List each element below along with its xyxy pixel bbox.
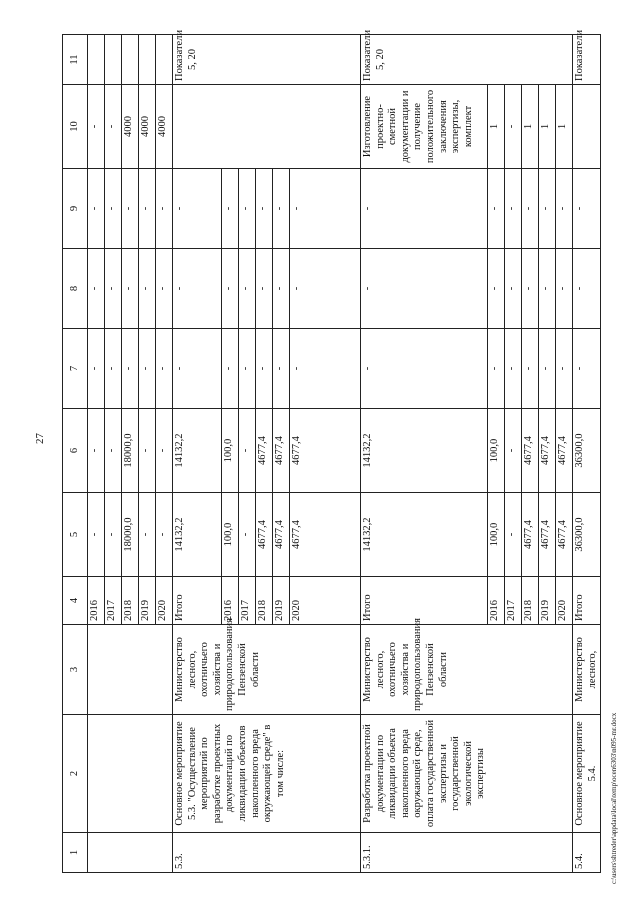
row-number: 5.3. bbox=[173, 833, 361, 873]
header-col: 5 bbox=[63, 493, 88, 577]
executor: Министерство лесного, bbox=[573, 625, 601, 715]
header-col: 9 bbox=[63, 169, 88, 249]
header-col: 11 bbox=[63, 35, 88, 85]
indicator: Показатели 5, 20 bbox=[173, 35, 361, 85]
table-row: 2016 100,0 100,0 - - - bbox=[222, 35, 239, 873]
indicator: Показатели bbox=[573, 35, 601, 85]
header-col: 4 bbox=[63, 577, 88, 625]
header-col: 10 bbox=[63, 85, 88, 169]
indicator: Показатели 5, 20 bbox=[361, 35, 573, 85]
table-row: 2019 4677,4 4677,4 - - - 1 bbox=[539, 35, 556, 873]
program-table bbox=[62, 29, 598, 873]
file-path-footer: c:\users\shtreder\appdata\local\temp\ocen6303\n095-mr.docx bbox=[610, 712, 618, 884]
row-number: 5.3.1. bbox=[361, 833, 573, 873]
result-description: Изготовление проектно-сметной документации и получение положительного заключения экспертизы, комплект bbox=[361, 85, 488, 169]
header-col: 3 bbox=[63, 625, 88, 715]
executor: Министерство лесного, охотничьего хозяйства и природопользования Пензенской области bbox=[361, 625, 573, 715]
table-row: 5.3.1. Разработка проектной документации по ликвидации объекта накопленного вреда окружающей среде, оплата государственной экспертизы и государственной экологической экспертизы Министерство лесного, охотничьего хозяйства и природопользования Пензенской области Итого 14132,2 14132,2 - - - Изготовление проектно-сметной документации и получение положительного заключения экспертизы, комплект Показатели 5, 20 bbox=[361, 35, 488, 873]
row-number: 5.4. bbox=[573, 833, 601, 873]
table-row: 2017 - - - - - - bbox=[505, 35, 522, 873]
table-row: 2020 4677,4 4677,4 - - - 1 bbox=[556, 35, 573, 873]
page-number: 27 bbox=[34, 433, 46, 444]
header-col: 2 bbox=[63, 715, 88, 833]
table-row: 2016 - - - - - - bbox=[88, 35, 105, 873]
table-row: 2019 - - - - - 4000 bbox=[139, 35, 156, 873]
table-row: 2020 - - - - - 4000 bbox=[156, 35, 173, 873]
header-col: 7 bbox=[63, 329, 88, 409]
table-row: 5.3. Основное мероприятие 5.3. "Осуществление мероприятий по разработке проектных документаций по ликвидации объектов накопленного вреда окружающей среде" в том числе: Министерство лесного, охотничьего хозяйства и природопользования Пензенской области Итого 14132,2 14132,2 - - - Показатели 5, 20 bbox=[173, 35, 222, 873]
table-row: 2018 18000,0 18000,0 - - - 4000 bbox=[122, 35, 139, 873]
header-col: 8 bbox=[63, 249, 88, 329]
table-row: 2018 4677,4 4677,4 - - - bbox=[256, 35, 273, 873]
activity-name: Основное мероприятие 5.4. bbox=[573, 715, 601, 833]
header-col: 6 bbox=[63, 409, 88, 493]
table-row: 2018 4677,4 4677,4 - - - 1 bbox=[522, 35, 539, 873]
table-row: 5.4. Основное мероприятие 5.4. Министерство лесного, Итого 36300,0 36300,0 - - - Показатели bbox=[573, 35, 601, 873]
header-row bbox=[63, 35, 88, 873]
table-row: 2017 - - - - - - bbox=[105, 35, 122, 873]
activity-name: Разработка проектной документации по ликвидации объекта накопленного вреда окружающей среде, оплата государственной экспертизы и государственной экологической экспертизы bbox=[361, 715, 573, 833]
table-row: 2020 4677,4 4677,4 - - - bbox=[290, 35, 361, 873]
activity-name: Основное мероприятие 5.3. "Осуществление мероприятий по разработке проектных документаций по ликвидации объектов накопленного вреда окружающей среде" в том числе: bbox=[173, 715, 361, 833]
executor: Министерство лесного, охотничьего хозяйства и природопользования Пензенской области bbox=[173, 625, 361, 715]
header-col: 1 bbox=[63, 833, 88, 873]
table-row: 2016 100,0 100,0 - - - 1 bbox=[488, 35, 505, 873]
table-row: 2017 - - - - - bbox=[239, 35, 256, 873]
table-row: 2019 4677,4 4677,4 - - - bbox=[273, 35, 290, 873]
